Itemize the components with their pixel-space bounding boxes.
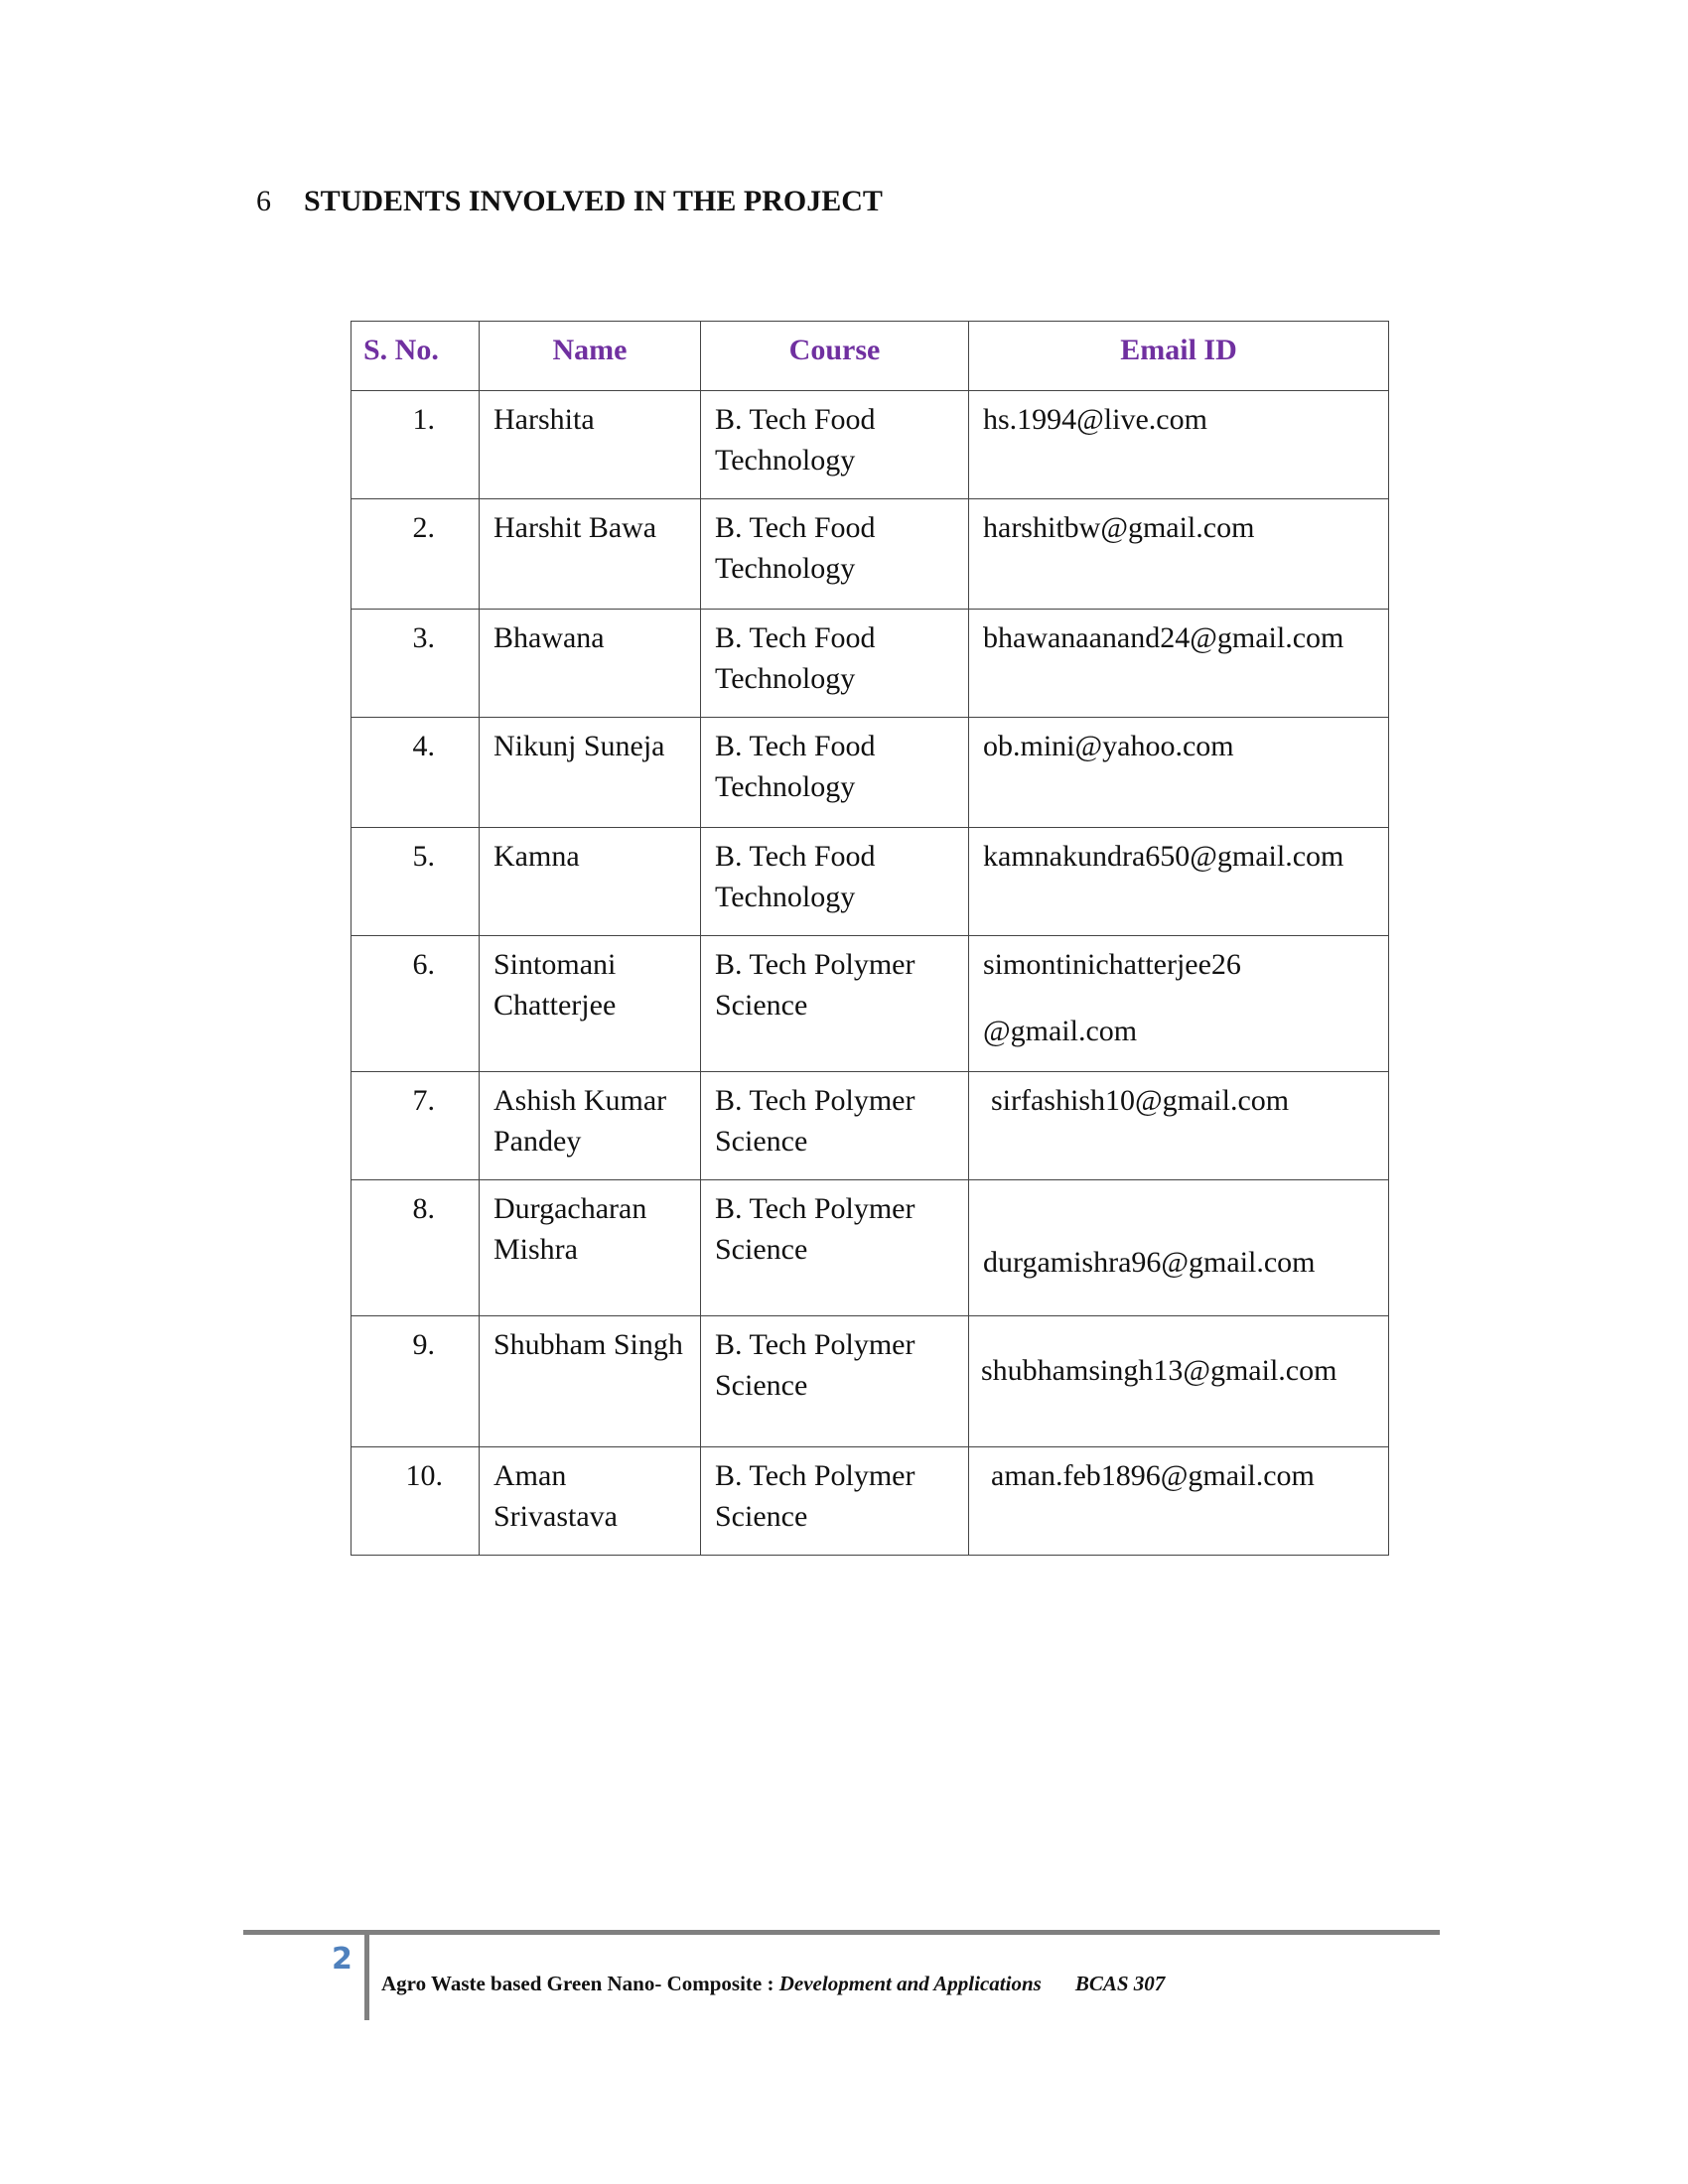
cell-sno: 7. xyxy=(352,1072,480,1180)
cell-sno: 1. xyxy=(352,391,480,499)
cell-sno: 9. xyxy=(352,1316,480,1447)
cell-name: Nikunj Suneja xyxy=(480,718,701,828)
cell-email: durgamishra96@gmail.com xyxy=(969,1180,1389,1316)
cell-email: shubhamsingh13@gmail.com xyxy=(969,1316,1389,1447)
page-number: 2 xyxy=(332,1942,352,1977)
cell-name: Aman Srivastava xyxy=(480,1447,701,1556)
column-header-sno: S. No. xyxy=(352,322,480,391)
email-line-2: @gmail.com xyxy=(983,1015,1138,1047)
cell-email: bhawanaanand24@gmail.com xyxy=(969,610,1389,718)
footer-divider xyxy=(243,1930,1440,1935)
column-header-name: Name xyxy=(480,322,701,391)
table-row xyxy=(352,1180,1389,1316)
table-row xyxy=(352,828,1389,936)
cell-sno: 3. xyxy=(352,610,480,718)
cell-course: B. Tech Food Technology xyxy=(701,718,969,828)
cell-course: B. Tech Polymer Science xyxy=(701,1072,969,1180)
cell-sno: 4. xyxy=(352,718,480,828)
footer-title-bold: Agro Waste based Green Nano- Composite : xyxy=(381,1972,779,1995)
cell-sno: 2. xyxy=(352,499,480,610)
table-header-row xyxy=(352,322,1389,391)
cell-name: Harshita xyxy=(480,391,701,499)
cell-email: sirfashish10@gmail.com xyxy=(969,1072,1389,1180)
cell-sno: 10. xyxy=(352,1447,480,1556)
cell-name: Shubham Singh xyxy=(480,1316,701,1447)
cell-email xyxy=(969,936,1389,1072)
cell-course: B. Tech Food Technology xyxy=(701,391,969,499)
cell-name: Sintomani Chatterjee xyxy=(480,936,701,1072)
table-row xyxy=(352,391,1389,499)
cell-name: Bhawana xyxy=(480,610,701,718)
cell-name: Harshit Bawa xyxy=(480,499,701,610)
section-title: STUDENTS INVOLVED IN THE PROJECT xyxy=(304,185,883,217)
cell-email: harshitbw@gmail.com xyxy=(969,499,1389,610)
cell-course: B. Tech Polymer Science xyxy=(701,936,969,1072)
cell-course: B. Tech Polymer Science xyxy=(701,1447,969,1556)
cell-email: kamnakundra650@gmail.com xyxy=(969,828,1389,936)
students-table xyxy=(351,321,1389,1556)
table-row xyxy=(352,718,1389,828)
cell-email: aman.feb1896@gmail.com xyxy=(969,1447,1389,1556)
cell-course: B. Tech Food Technology xyxy=(701,499,969,610)
cell-name: Durgacharan Mishra xyxy=(480,1180,701,1316)
cell-email: ob.mini@yahoo.com xyxy=(969,718,1389,828)
table-row xyxy=(352,1072,1389,1180)
table-row xyxy=(352,499,1389,610)
cell-course: B. Tech Polymer Science xyxy=(701,1180,969,1316)
cell-sno: 8. xyxy=(352,1180,480,1316)
column-header-email: Email ID xyxy=(969,322,1389,391)
email-line-1: simontinichatterjee26 xyxy=(983,948,1241,981)
footer-title-italic: Development and Applications xyxy=(778,1972,1042,1995)
cell-email: hs.1994@live.com xyxy=(969,391,1389,499)
section-number: 6 xyxy=(256,185,271,217)
cell-course: B. Tech Food Technology xyxy=(701,610,969,718)
footer-running-title xyxy=(381,1972,1165,1996)
cell-name: Kamna xyxy=(480,828,701,936)
table-row xyxy=(352,936,1389,1072)
cell-course: B. Tech Food Technology xyxy=(701,828,969,936)
column-header-course: Course xyxy=(701,322,969,391)
cell-sno: 5. xyxy=(352,828,480,936)
footer-course-code: BCAS 307 xyxy=(1074,1972,1166,1995)
section-heading xyxy=(256,185,883,218)
cell-course: B. Tech Polymer Science xyxy=(701,1316,969,1447)
cell-name: Ashish Kumar Pandey xyxy=(480,1072,701,1180)
table-row xyxy=(352,1447,1389,1556)
cell-sno: 6. xyxy=(352,936,480,1072)
footer-vertical-divider xyxy=(364,1933,369,2020)
table-row xyxy=(352,610,1389,718)
table-row xyxy=(352,1316,1389,1447)
